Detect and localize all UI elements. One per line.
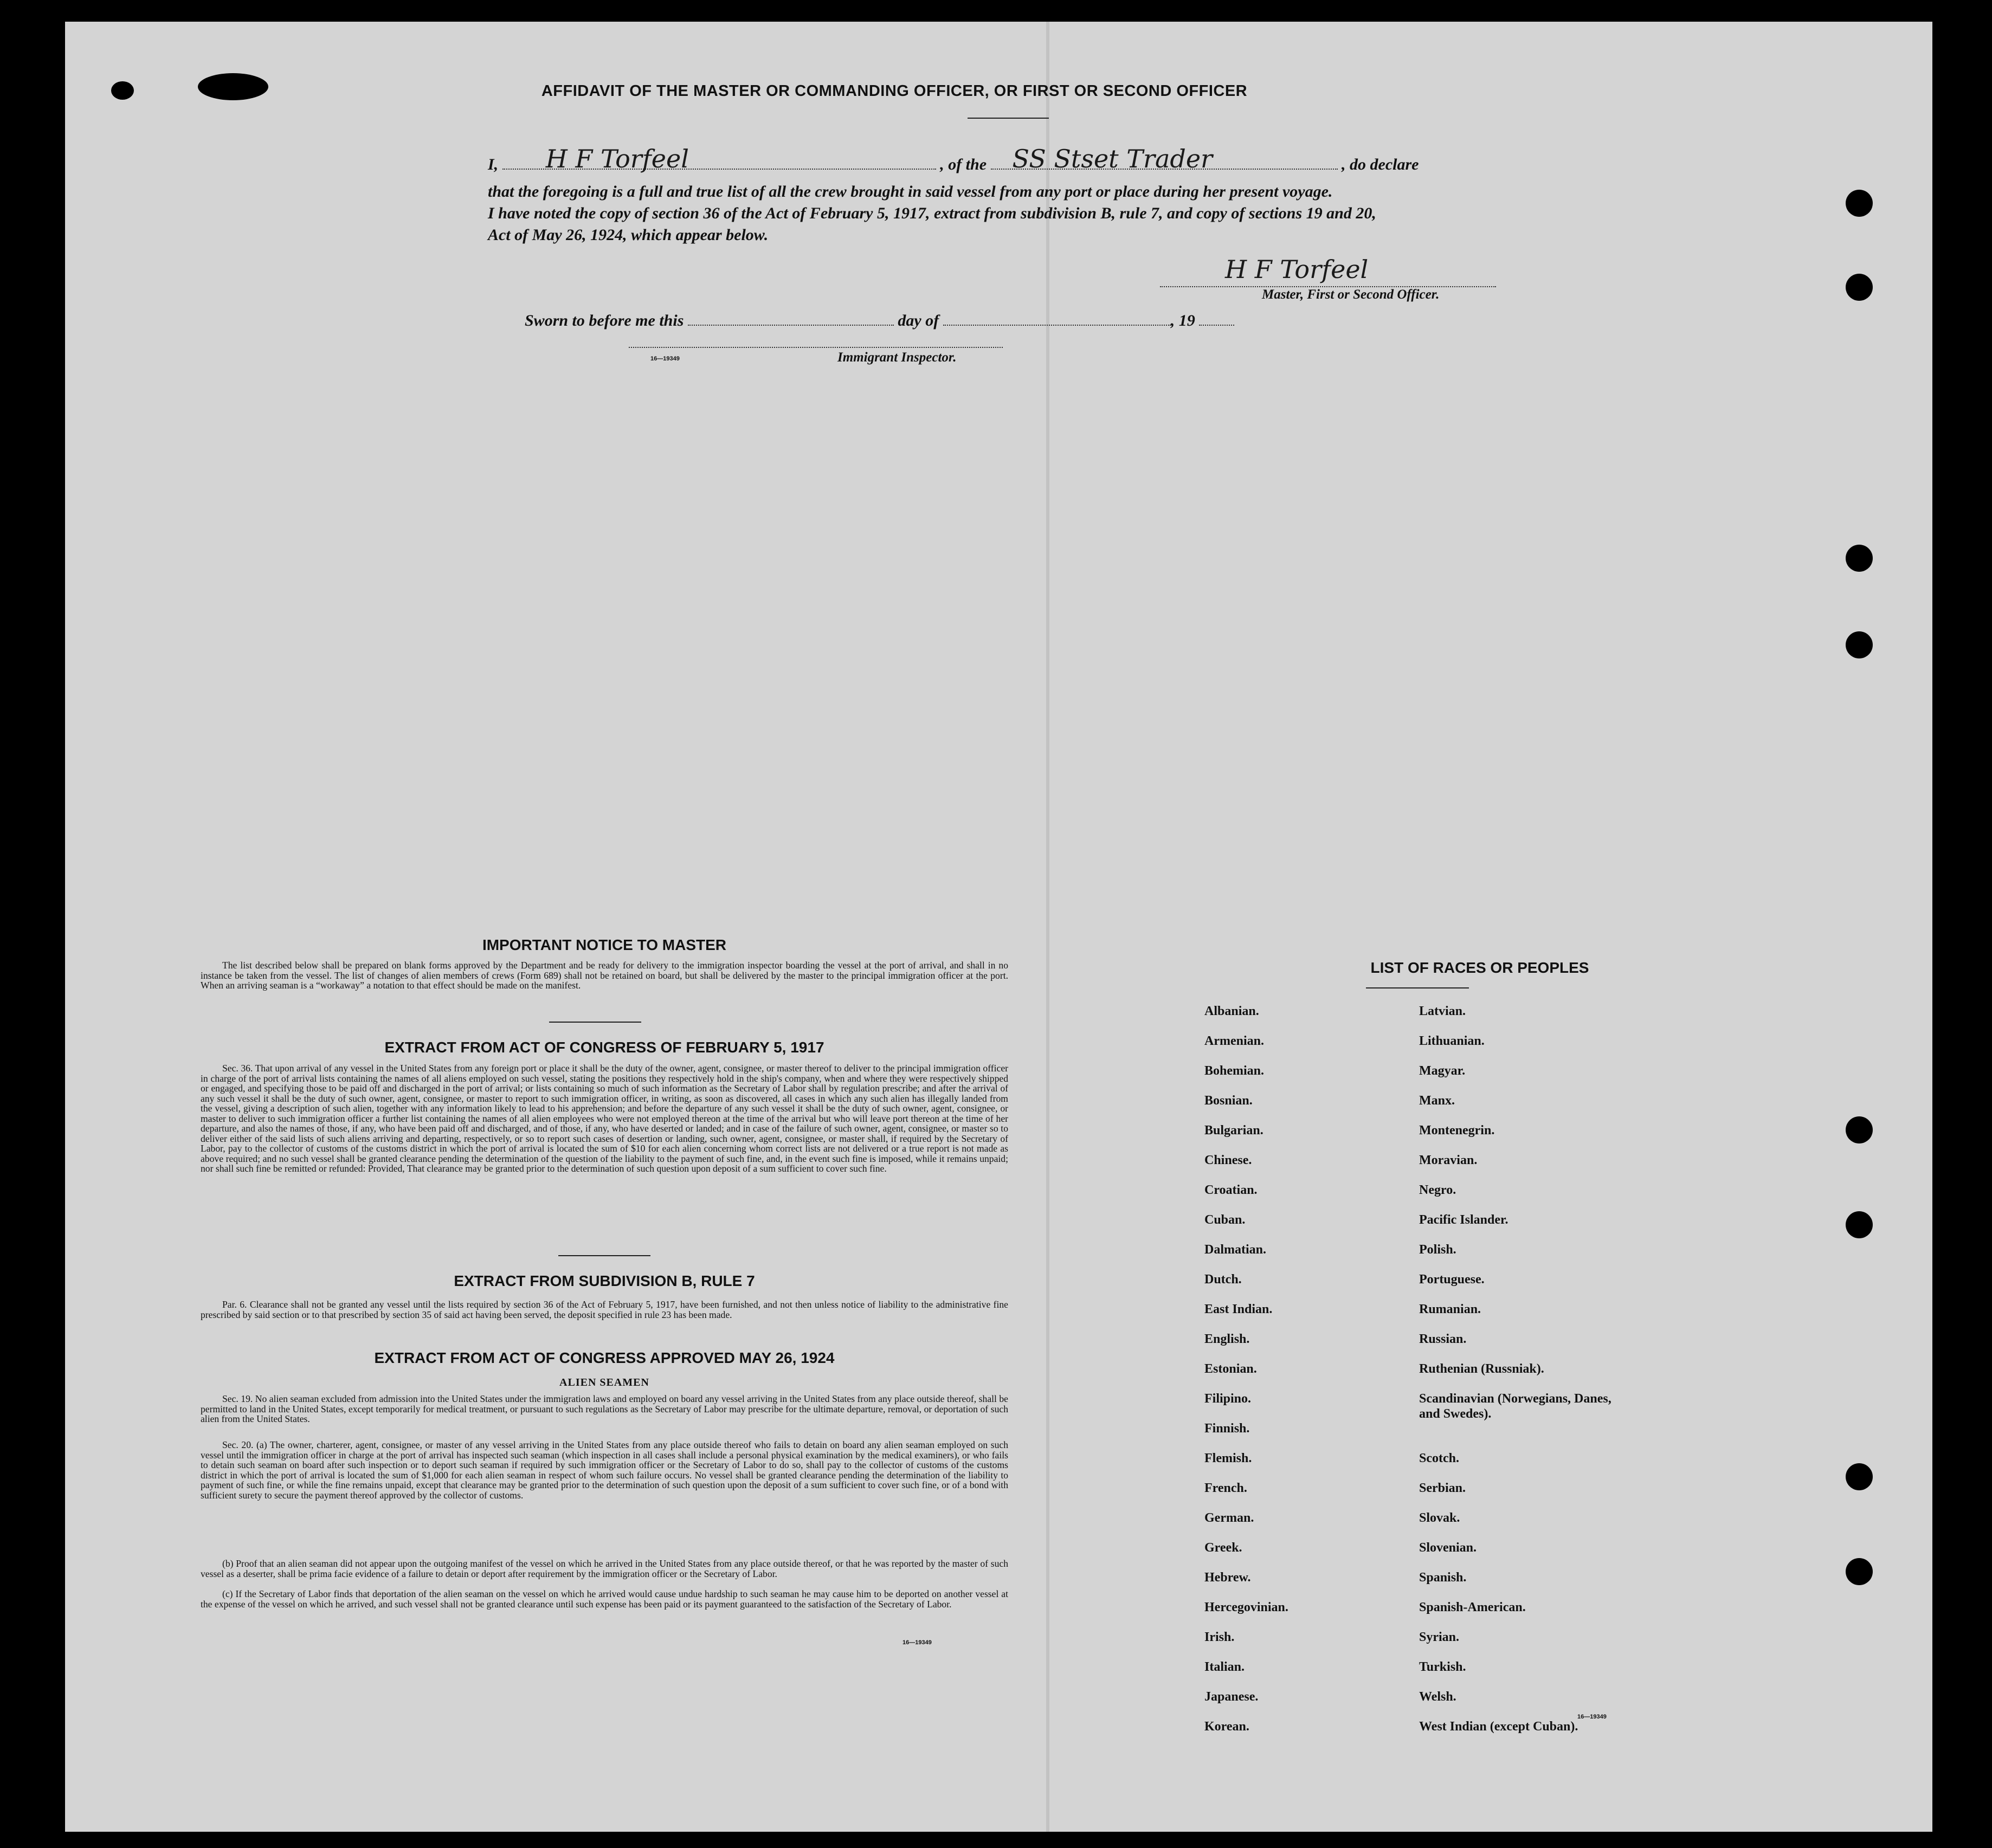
race-item: English. <box>1204 1332 1250 1346</box>
race-item: Bohemian. <box>1204 1064 1265 1078</box>
race-item: West Indian (except Cuban). <box>1419 1720 1578 1734</box>
race-item: Chinese. <box>1204 1153 1252 1167</box>
race-item: Cuban. <box>1204 1213 1246 1227</box>
sworn-year-field <box>1199 308 1234 326</box>
races-left-column <box>1204 1004 1288 1749</box>
race-item: Korean. <box>1204 1720 1249 1734</box>
affidavit-line-3: I have noted the copy of section 36 of the Act of February 5, 1917, extract from subdivision B, rule 7, and copy of sections 19 and 20, <box>488 204 1376 222</box>
signer-name-field <box>502 144 936 173</box>
sworn-day-of: day of <box>898 312 939 329</box>
notice-rule <box>549 1022 641 1023</box>
affidavit-form-number: 16—19349 <box>650 356 680 362</box>
binder-hole <box>1846 545 1873 572</box>
alien-seamen-subtitle: ALIEN SEAMEN <box>559 1377 649 1388</box>
master-signature: H F Torfeel <box>1225 255 1369 284</box>
affidavit-line-1 <box>488 144 1594 178</box>
signer-signature: H F Torfeel <box>545 144 689 173</box>
title-rule <box>968 118 1049 119</box>
sec20c-text: (c) If the Secretary of Labor finds that deportation of the alien seaman on the vessel on which he arrived would cause undue hardship to such seaman he may cause him to be deported on another vessel at the expense of the vessel on which he arrived, and such vessel shall not be granted clearance until such expense has been paid or its payment guaranteed to the satisfaction of the Secretary of Labor. <box>201 1588 1008 1610</box>
extract-form-number: 16—19349 <box>902 1639 932 1646</box>
race-item: Russian. <box>1419 1332 1467 1346</box>
binder-hole <box>1846 1558 1873 1585</box>
race-item: Croatian. <box>1204 1183 1258 1197</box>
sworn-year-prefix: , 19 <box>1170 312 1195 329</box>
affidavit-of-the: , of the <box>940 156 987 173</box>
race-item: Portuguese. <box>1419 1272 1485 1287</box>
race-item: Spanish-American. <box>1419 1600 1526 1614</box>
binder-hole <box>1846 1211 1873 1238</box>
race-item: Serbian. <box>1419 1481 1466 1495</box>
inspector-caption: Immigrant Inspector. <box>837 350 957 365</box>
race-item: Estonian. <box>1204 1362 1257 1376</box>
race-item: Syrian. <box>1419 1630 1460 1644</box>
race-item: Magyar. <box>1419 1064 1466 1078</box>
race-item: Hercegovinian. <box>1204 1600 1288 1614</box>
staple-mark <box>111 81 134 100</box>
race-item: East Indian. <box>1204 1302 1273 1316</box>
race-item: Turkish. <box>1419 1660 1466 1674</box>
race-item: Bosnian. <box>1204 1094 1253 1108</box>
extract-1917-text: Sec. 36. That upon arrival of any vessel in the United States from any foreign port or place it shall be the duty of the owner, agent, consignee, or master thereof to deliver to the principal immigration officer in charge of the port of arrival lists containing the names of all aliens employed on such vessel, stating the positions they respectively hold in the ship's company, when and where they were respectively shipped or engaged, and specifying those to be paid off and discharged in the port of arrival; or lists containing so much of such information as the Secretary of Labor shall by regulation prescribe; and after the arrival of any such vessel it shall be the duty of such owner, agent, consignee, or master to report to such immigration officer, in writing, as soon as discovered, all cases in which any such alien has illegally landed from the vessel, giving a description of such alien, together with any information likely to lead to his apprehension; and before the departure of any such vessel it shall be the duty of such owner, agent, consignee, or master to deliver to such immigration officer a further list containing the names of all alien employees who were not employed thereon at the time of the arrival but who will leave port thereon at the time of her departure, and also the names of those, if any, who have been paid off and discharged, and of those, if any, who have deserted or landed; and in case of the failure of such owner, agent, consignee, or master so to deliver either of the said lists of such aliens arriving and departing, respectively, or so to report such cases of desertion or landing, such owner, agent, consignee, or master shall, if required by the Secretary of Labor, pay to the collector of customs of the customs district in which the port of arrival is located the sum of $10 for each alien concerning whom correct lists are not delivered or a true report is not made as above required; and no such vessel shall be granted clearance pending the determination of the question of the liability to the payment of such fine, and, in the event such fine is imposed, while it remains unpaid; nor shall such fine be remitted or refunded: Provided, That clearance may be granted prior to the determination of such question upon deposit of a sum sufficient to cover such fine. <box>201 1063 1008 1174</box>
race-item: Negro. <box>1419 1183 1456 1197</box>
race-item: Armenian. <box>1204 1034 1264 1048</box>
race-item: Dutch. <box>1204 1272 1242 1287</box>
inspector-signature-line <box>629 347 1003 349</box>
sec20b-text: (b) Proof that an alien seaman did not appear upon the outgoing manifest of the vessel on which he arrived in the United States from any place outside thereof, or that he was reported by the master of such vessel as a deserter, shall be prima facie evidence of a failure to detain or deport after requirement by the immigration officer or the Secretary of Labor. <box>201 1558 1008 1579</box>
affidavit-i: I, <box>488 156 499 173</box>
race-item: Montenegrin. <box>1419 1123 1495 1138</box>
sec19-text: Sec. 19. No alien seaman excluded from admission into the United States under the immigration laws and employed on board any vessel arriving in the United States from any place outside thereof, shall be permitted to land in the United States, except temporarily for medical treatment, or pursuant to such regulations as the Secretary of Labor may prescribe for the ultimate departure, removal, or deportation of such alien from the United States. <box>201 1393 1008 1424</box>
race-item: Ruthenian (Russniak). <box>1419 1362 1544 1376</box>
sworn-month-field <box>943 308 1171 326</box>
race-item: Japanese. <box>1204 1690 1259 1704</box>
race-item-text: Scandinavian (Norwegians, Danes, and Swedes). <box>1419 1392 1611 1421</box>
extract-rule7-title: EXTRACT FROM SUBDIVISION B, RULE 7 <box>454 1272 755 1289</box>
race-item: Rumanian. <box>1419 1302 1481 1316</box>
affidavit-title: AFFIDAVIT OF THE MASTER OR COMMANDING OFFICER, OR FIRST OR SECOND OFFICER <box>541 82 1248 100</box>
race-item: German. <box>1204 1511 1254 1525</box>
sworn-before: Sworn to before me this <box>525 312 684 329</box>
page-fold <box>1046 22 1049 1832</box>
race-item: Latvian. <box>1419 1004 1466 1018</box>
notice-title: IMPORTANT NOTICE TO MASTER <box>482 936 727 953</box>
binder-hole <box>1846 1116 1873 1143</box>
race-item: Manx. <box>1419 1094 1455 1108</box>
staple-mark <box>198 73 268 100</box>
race-item: Flemish. <box>1204 1451 1252 1465</box>
sworn-day-field <box>688 308 894 326</box>
races-rule <box>1366 987 1469 988</box>
race-item: Scotch. <box>1419 1451 1459 1465</box>
race-item: Slovenian. <box>1419 1541 1477 1555</box>
race-item: Bulgarian. <box>1204 1123 1263 1138</box>
race-item: French. <box>1204 1481 1247 1495</box>
races-right-column <box>1419 1004 1625 1749</box>
sworn-line <box>525 308 1630 334</box>
race-item: Finnish. <box>1204 1421 1250 1436</box>
race-item: Polish. <box>1419 1243 1456 1257</box>
extract-1917-title: EXTRACT FROM ACT OF CONGRESS OF FEBRUARY 5, 1917 <box>384 1039 824 1056</box>
master-caption: Master, First or Second Officer. <box>1262 287 1440 302</box>
races-title: LIST OF RACES OR PEOPLES <box>1370 959 1589 976</box>
race-item: Hebrew. <box>1204 1571 1251 1585</box>
extract-1924-title: EXTRACT FROM ACT OF CONGRESS APPROVED MAY 26, 1924 <box>374 1349 835 1366</box>
vessel-name-field <box>991 144 1338 173</box>
affidavit-line-4: Act of May 26, 1924, which appear below. <box>488 226 769 244</box>
race-item: Albanian. <box>1204 1004 1259 1018</box>
race-item <box>1419 1391 1625 1451</box>
race-item: Lithuanian. <box>1419 1034 1485 1048</box>
race-item: Irish. <box>1204 1630 1235 1644</box>
extract-rule7-text: Par. 6. Clearance shall not be granted any vessel until the lists required by section 36 of the Act of February 5, 1917, have been furnished, and not then unless notice of liability to the administrative fine prescribed by said section or to that prescribed by section 35 of said act having been served, the deposit specified in rule 23 has been made. <box>201 1299 1008 1320</box>
notice-text: The list described below shall be prepared on blank forms approved by the Department and be ready for delivery to the immigration inspector boarding the vessel at the port of arrival, and shall in no instance be taken from the vessel. The list of changes of alien members of crews (Form 689) shall not be retained on board, but shall be delivered by the master to the principal immigration officer at the port. When an arriving seaman is a “workaway” a notation to that effect should be made on the manifest. <box>201 960 1008 991</box>
race-item: Italian. <box>1204 1660 1245 1674</box>
race-item: Dalmatian. <box>1204 1243 1266 1257</box>
vessel-handwritten: SS Stset Trader <box>1012 144 1213 173</box>
sec20a-text: Sec. 20. (a) The owner, charterer, agent, consignee, or master of any vessel arriving in the United States from any place outside thereof who fails to detain on board any alien seaman employed on such vessel until the immigration officer in charge at the port of arrival has inspected such seaman (which inspection in all cases shall include a personal physical examination by the medical examiners), or who fails to detain such seaman on board after such inspection or to deport such seaman if required by such immigration officer or the Secretary of Labor to do so, shall pay to the collector of customs of the customs district in which the port of arrival is located the sum of $1,000 for each alien seaman in respect of whom such failure occurs. No vessel shall be granted clearance pending the determination of the liability to payment of such fine, or while the fine remains unpaid, except that clearance may be granted prior to the determination of such question upon the deposit of a sum sufficient to cover such fine, or of a bond with sufficient surety to secure the payment thereof approved by the collector of customs. <box>201 1439 1008 1501</box>
affidavit-do-declare: , do declare <box>1342 156 1419 173</box>
race-item: Filipino. <box>1204 1392 1252 1406</box>
binder-hole <box>1846 631 1873 658</box>
binder-hole <box>1846 1463 1873 1490</box>
extract-1917-rule <box>558 1255 650 1256</box>
binder-hole <box>1846 190 1873 217</box>
race-item: Pacific Islander. <box>1419 1213 1508 1227</box>
affidavit-line-2: that the foregoing is a full and true list of all the crew brought in said vessel from any port or place during her present voyage. <box>488 183 1333 201</box>
binder-hole <box>1846 274 1873 301</box>
race-item: Spanish. <box>1419 1571 1467 1585</box>
race-item: Greek. <box>1204 1541 1242 1555</box>
race-item: Slovak. <box>1419 1511 1460 1525</box>
races-form-number: 16—19349 <box>1577 1714 1607 1720</box>
race-item: Moravian. <box>1419 1153 1478 1167</box>
document-page <box>65 22 1932 1832</box>
race-item: Welsh. <box>1419 1690 1456 1704</box>
